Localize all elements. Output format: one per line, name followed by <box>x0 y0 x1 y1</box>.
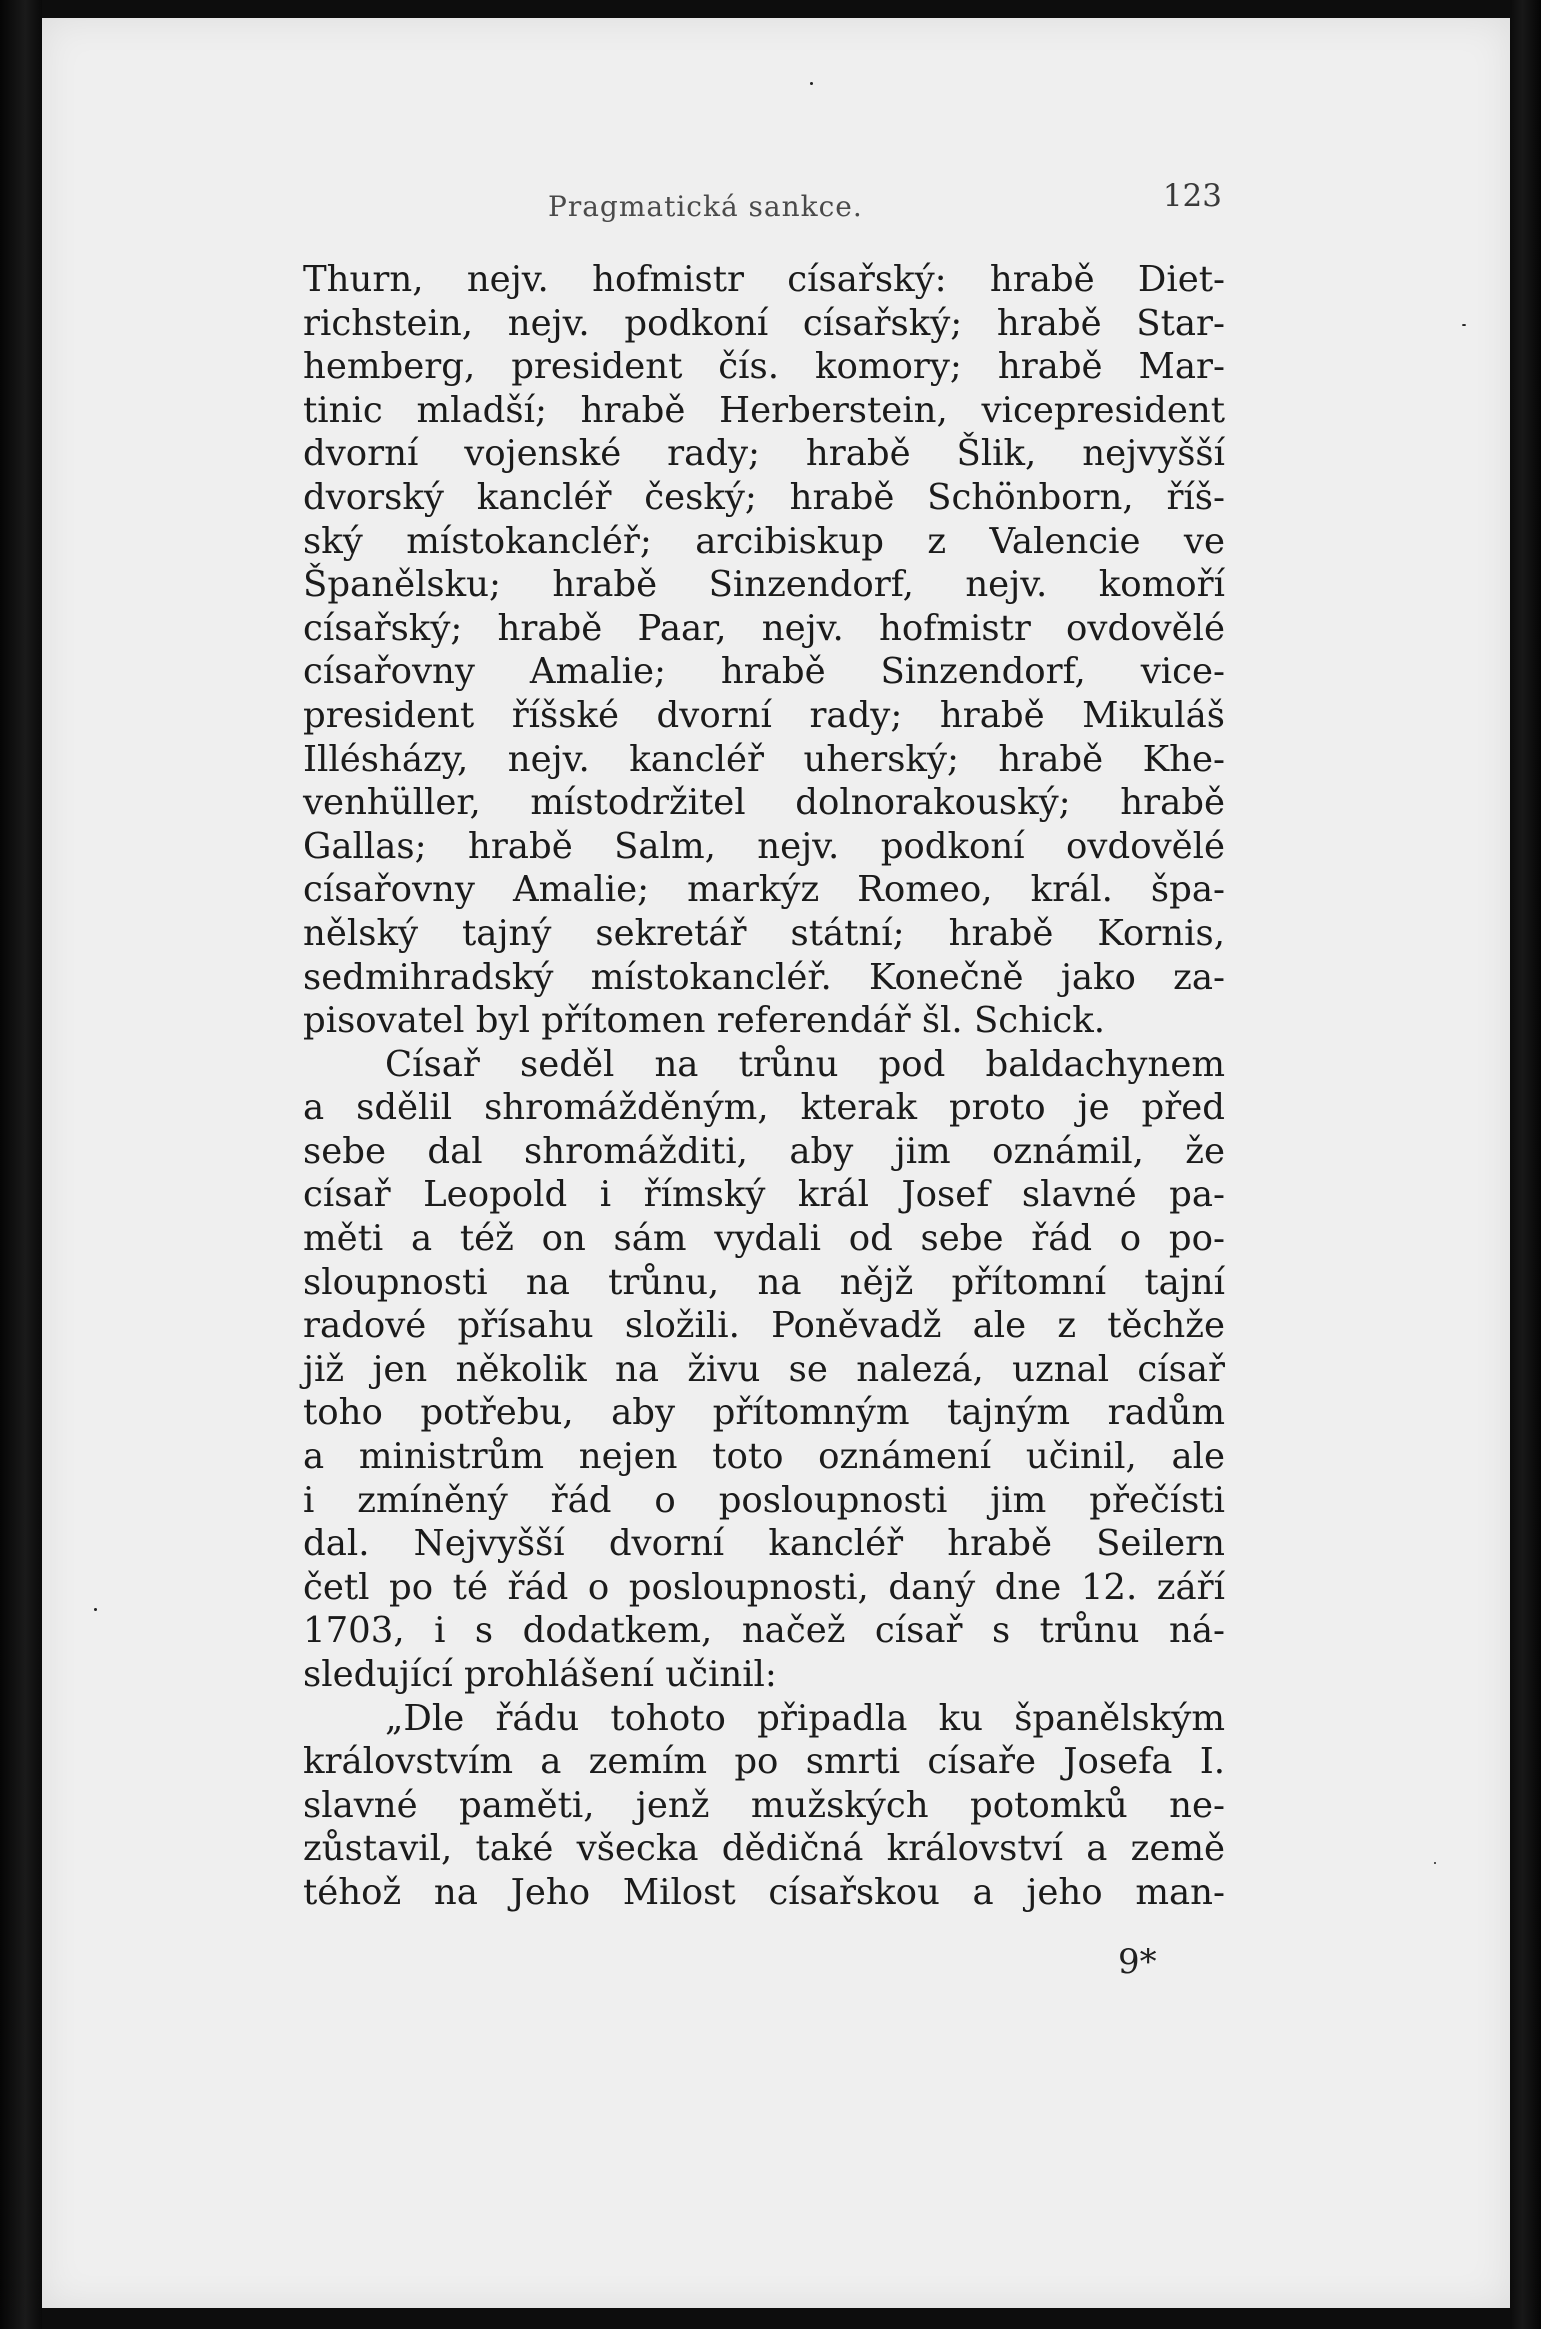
text-line: císařovny Amalie; markýz Romeo, král. špa- <box>303 869 1225 911</box>
text-line: slavné paměti, jenž mužských potomků ne- <box>303 1784 1225 1826</box>
text-line: četl po té řád o posloupnosti, daný dne 12. září <box>303 1566 1225 1608</box>
text-line: richstein, nejv. podkoní císařský; hrabě Star- <box>303 302 1225 344</box>
text-line: královstvím a zemím po smrti císaře Josefa I. <box>303 1741 1225 1783</box>
page-header <box>548 178 1308 240</box>
text-line: dvorský kancléř český; hrabě Schönborn, říš- <box>303 476 1225 518</box>
text-line: venhüller, místodržitel dolnorakouský; hrabě <box>303 782 1225 824</box>
text-line: zůstavil, také všecka dědičná království a země <box>303 1828 1225 1870</box>
text-line: president říšské dvorní rady; hrabě Mikuláš <box>303 694 1225 736</box>
running-title: Pragmatická sankce. <box>548 190 863 223</box>
text-line: měti a též on sám vydali od sebe řád o po- <box>303 1218 1225 1260</box>
text-line: Illésházy, nejv. kancléř uherský; hrabě Khe- <box>303 738 1225 780</box>
scan-speck <box>1462 324 1466 326</box>
text-line: dal. Nejvyšší dvorní kancléř hrabě Seilern <box>303 1523 1225 1565</box>
text-line: Thurn, nejv. hofmistr císařský: hrabě Diet- <box>303 259 1225 300</box>
text-line: císařský; hrabě Paar, nejv. hofmistr ovdovělé <box>303 607 1225 649</box>
text-line: i zmíněný řád o posloupnosti jim přečísti <box>303 1479 1225 1521</box>
text-line: tinic mladší; hrabě Herberstein, vicepresident <box>303 389 1225 431</box>
text-line: ský místokancléř; arcibiskup z Valencie ve <box>303 520 1225 562</box>
text-line: císař Leopold i římský král Josef slavné pa- <box>303 1174 1225 1216</box>
paragraph-last-line: sledující prohlášení učinil: <box>303 1654 777 1695</box>
text-line: dvorní vojenské rady; hrabě Šlik, nejvyšší <box>303 433 1225 475</box>
text-line: a sdělil shromážděným, kterak proto je před <box>303 1087 1225 1129</box>
left-scan-edge <box>0 0 42 2329</box>
text-line: Gallas; hrabě Salm, nejv. podkoní ovdovělé <box>303 825 1225 867</box>
scan-speck <box>810 82 813 85</box>
text-line: toho potřebu, aby přítomným tajným radům <box>303 1392 1225 1434</box>
text-line: sebe dal shromážditi, aby jim oznámil, že <box>303 1130 1225 1172</box>
text-line: Španělsku; hrabě Sinzendorf, nejv. komoří <box>303 564 1225 606</box>
scan-speck <box>1434 1862 1436 1864</box>
text-line: 1703, i s dodatkem, načež císař s trůnu ná- <box>303 1610 1225 1652</box>
text-line: sloupnosti na trůnu, na nějž přítomní tajní <box>303 1261 1225 1303</box>
text-line: radové přísahu složili. Poněvadž ale z těchže <box>303 1305 1225 1347</box>
text-line: císařovny Amalie; hrabě Sinzendorf, vice- <box>303 651 1225 693</box>
paragraph-last-line: pisovatel byl přítomen referendář šl. Schick. <box>303 1000 1106 1042</box>
signature-mark: 9* <box>1118 1942 1157 1982</box>
text-line: nělský tajný sekretář státní; hrabě Kornis, <box>303 912 1225 954</box>
right-scan-edge <box>1510 0 1541 2329</box>
body-text <box>303 258 1225 1915</box>
paragraph-first-line: Císař seděl na trůnu pod baldachynem <box>385 1043 1225 1085</box>
text-line: hemberg, president čís. komory; hrabě Mar- <box>303 346 1225 388</box>
scan-speck <box>94 1608 97 1611</box>
page-number: 123 <box>1162 178 1222 214</box>
text-line: sedmihradský místokancléř. Konečně jako za- <box>303 956 1225 998</box>
paragraph-first-line: „Dle řádu tohoto připadla ku španělským <box>385 1697 1225 1739</box>
text-line: téhož na Jeho Milost císařskou a jeho man- <box>303 1871 1225 1913</box>
text-line: již jen několik na živu se nalezá, uznal císař <box>303 1348 1225 1390</box>
text-line: a ministrům nejen toto oznámení učinil, ale <box>303 1436 1225 1478</box>
